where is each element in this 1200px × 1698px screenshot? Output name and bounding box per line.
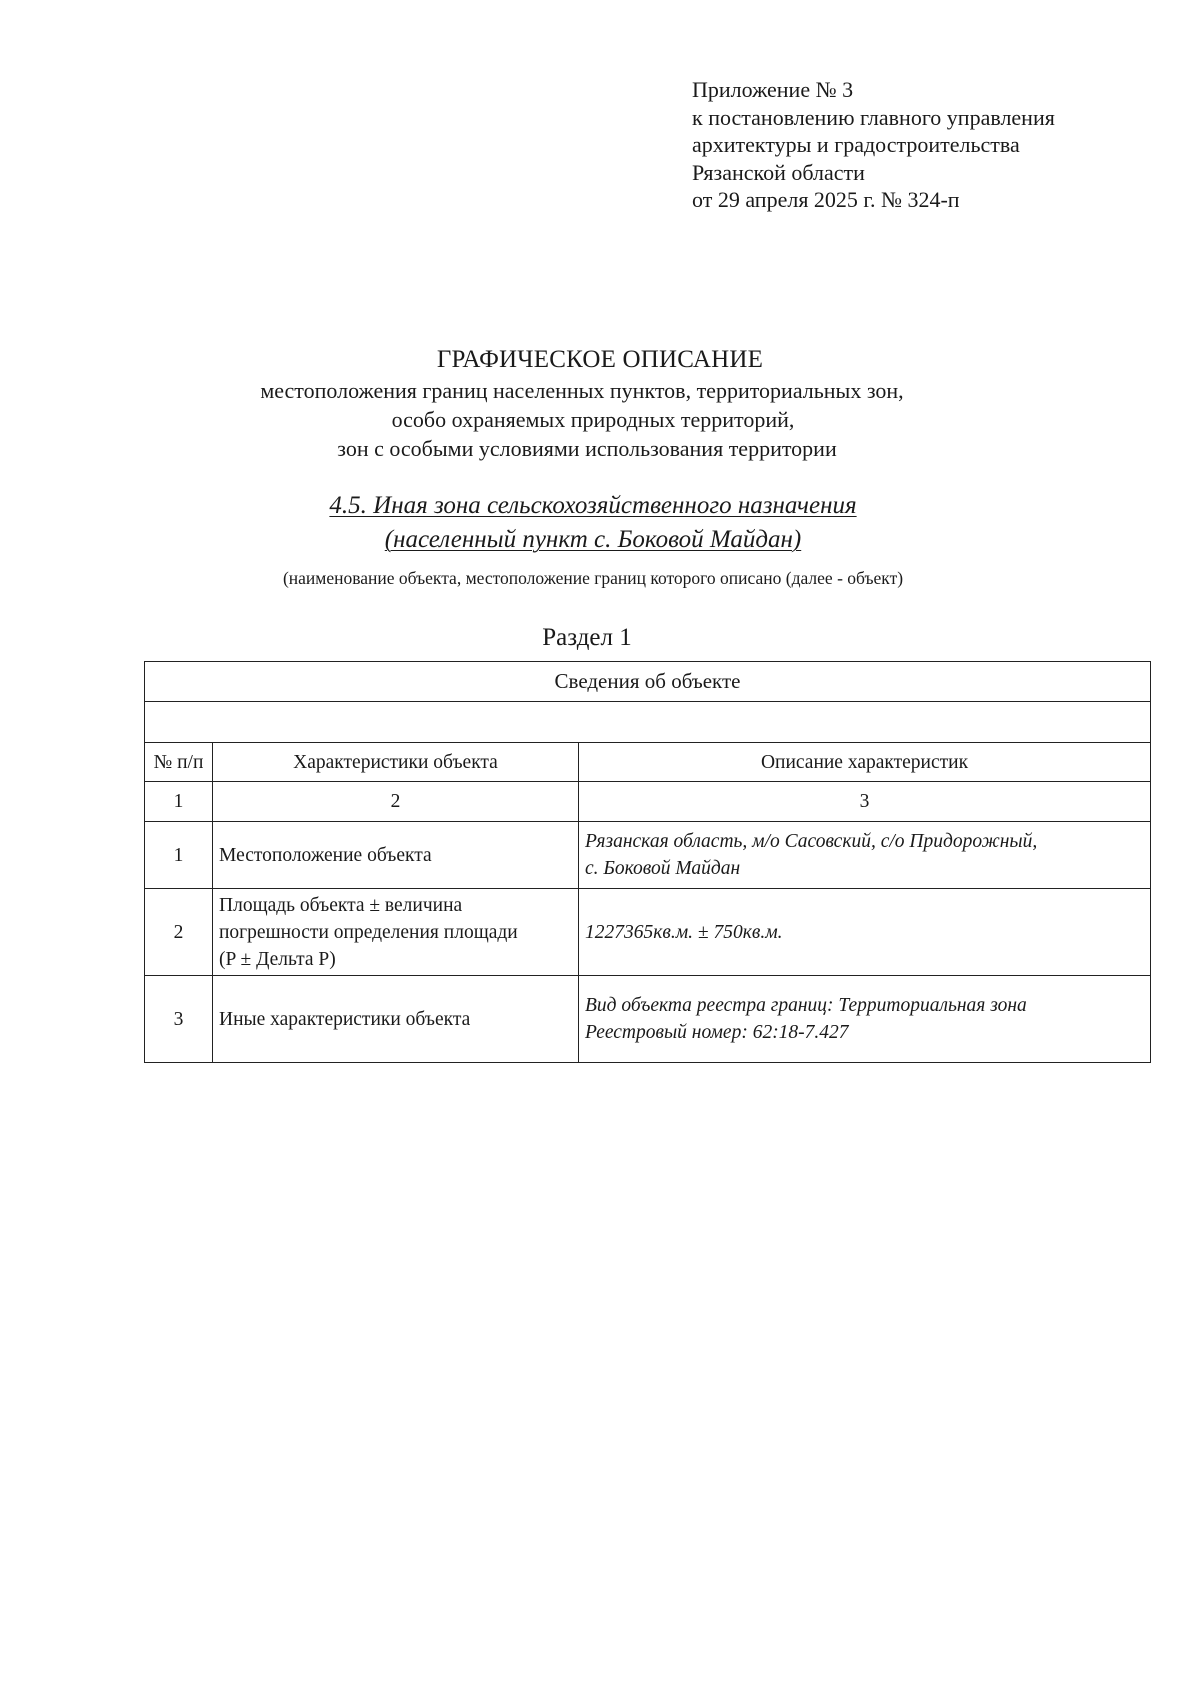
description-line: Реестровый номер: 62:18-7.427 (585, 1022, 849, 1043)
table-column-header-row (145, 743, 1151, 782)
table-empty-row (145, 702, 1151, 743)
object-name (0, 489, 1200, 557)
table-empty-cell (145, 702, 1151, 743)
object-name-line: 4.5. Иная зона сельскохозяйственного назначения (329, 492, 857, 519)
appendix-line: Рязанской области (692, 159, 865, 185)
row-characteristic (213, 822, 579, 889)
appendix-header (692, 76, 1055, 214)
table-row (145, 822, 1151, 889)
characteristic-line: Площадь объекта ± величина (219, 894, 463, 916)
subtitle-line: особо охраняемых природных территорий, (391, 407, 795, 432)
row-description (579, 976, 1151, 1063)
column-header-description: Описание характеристик (579, 743, 1151, 782)
object-info-table (144, 661, 1151, 1063)
column-number: 3 (579, 782, 1151, 822)
column-number: 1 (145, 782, 213, 822)
section-title (0, 622, 1200, 654)
column-number: 2 (213, 782, 579, 822)
characteristic-line: (P ± Дельта P) (219, 948, 336, 970)
row-number: 1 (145, 822, 213, 889)
appendix-line: к постановлению главного управления (692, 104, 1055, 130)
document-subtitle (0, 376, 1200, 463)
appendix-line: Приложение № 3 (692, 77, 854, 102)
object-name-line: (населенный пункт с. Боковой Майдан) (384, 526, 802, 553)
description-line: Вид объекта реестра границ: Территориальная зона (585, 995, 1027, 1016)
title-block (0, 344, 1200, 463)
subtitle-line: местоположения границ населенных пунктов, территориальных зон, (260, 378, 904, 403)
column-header-num: № п/п (145, 743, 213, 782)
row-characteristic (213, 889, 579, 976)
characteristic-line: Местоположение объекта (219, 844, 432, 866)
section-title-text: Раздел 1 (542, 624, 632, 651)
description-line: с. Боковой Майдан (585, 858, 741, 879)
table-header-row (145, 662, 1151, 702)
document-title: ГРАФИЧЕСКОЕ ОПИСАНИЕ (436, 346, 764, 373)
row-description (579, 822, 1151, 889)
characteristic-line: погрешности определения площади (219, 921, 518, 943)
row-description (579, 889, 1151, 976)
object-caption-text: (наименование объекта, местоположение границ которого описано (далее - объект) (282, 568, 904, 588)
object-caption (0, 567, 1200, 589)
row-characteristic (213, 976, 579, 1063)
table-row (145, 976, 1151, 1063)
appendix-line: от 29 апреля 2025 г. № 324-п (692, 187, 960, 212)
table-column-number-row (145, 782, 1151, 822)
subtitle-line: зон с особыми условиями использования территории (337, 436, 837, 461)
column-header-characteristic: Характеристики объекта (213, 743, 579, 782)
row-number: 2 (145, 889, 213, 976)
description-line: Рязанская область, м/о Сасовский, с/о Придорожный, (585, 831, 1038, 852)
table-header: Сведения об объекте (145, 662, 1151, 702)
characteristic-line: Иные характеристики объекта (219, 1008, 471, 1030)
row-number: 3 (145, 976, 213, 1063)
description-line: 1227365кв.м. ± 750кв.м. (585, 921, 783, 943)
table-row (145, 889, 1151, 976)
appendix-line: архитектуры и градостроительства (692, 132, 1020, 157)
